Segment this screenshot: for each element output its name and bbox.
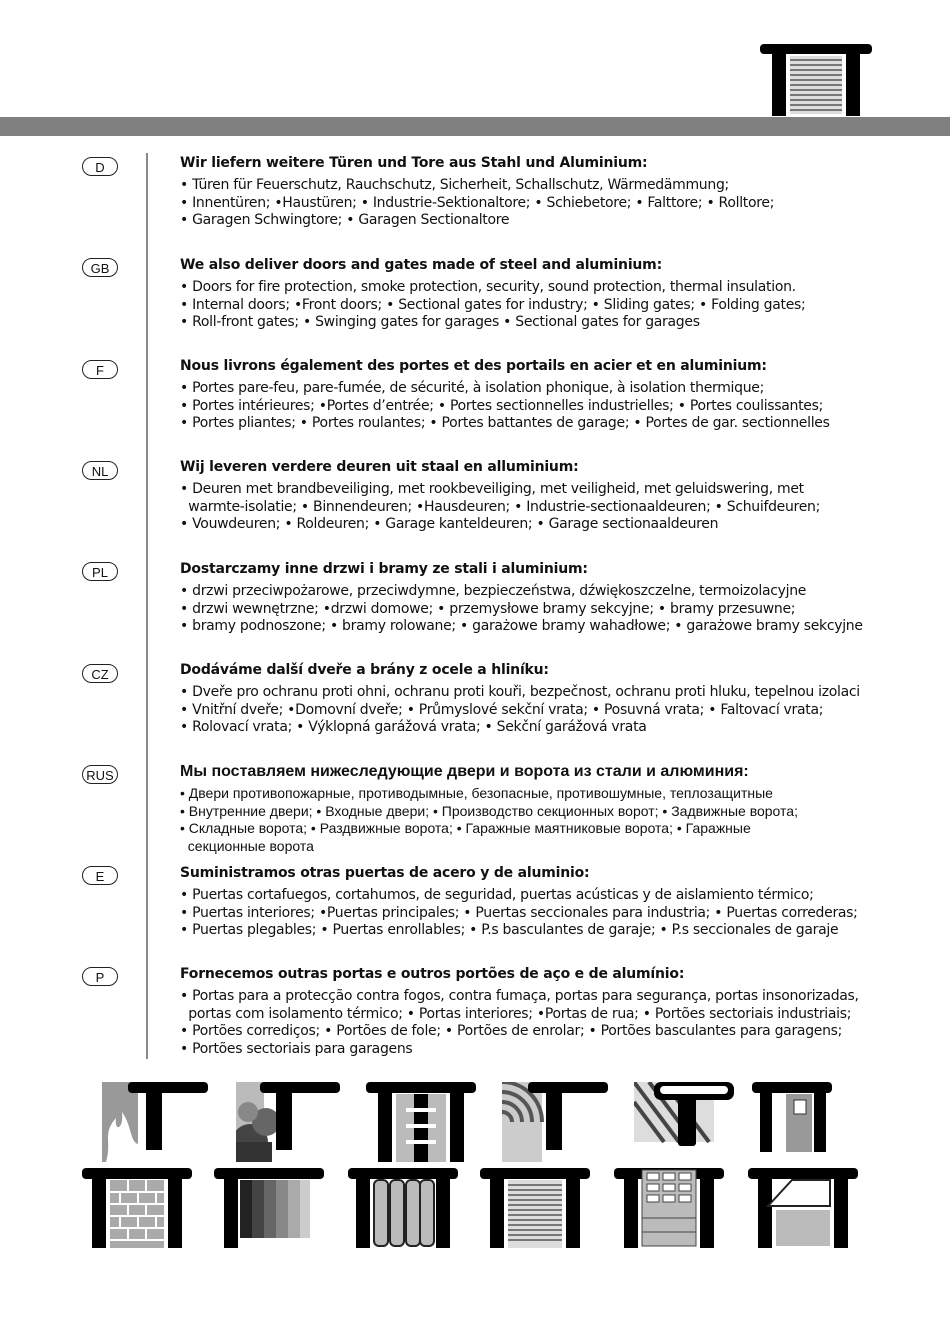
section-heading: Fornecemos outras portas e outros portões de aço e de alumínio: [180, 966, 685, 982]
thermal-insulation-icon [634, 1082, 744, 1162]
section-line: • drzwi wewnętrzne; •drzwi domowe; • przemysłowe bramy sekcyjne; • bramy przesuwne; [180, 600, 796, 617]
section-line: • Innentüren; •Haustüren; • Industrie-Sektionaltore; • Schiebetore; • Falttore; • Rolltore; [180, 194, 775, 211]
internal-door-icon [752, 1082, 862, 1162]
section-heading: Wij leveren verdere deuren uit staal en alluminium: [180, 459, 579, 475]
sound-protection-icon [502, 1082, 612, 1162]
language-badge-cz: CZ [82, 664, 118, 683]
section-heading: Nous livrons également des portes et des portails en acier et en aluminium: [180, 358, 767, 374]
section-line: • Portes pliantes; • Portes roulantes; • Portes battantes de garage; • Portes de gar. sectionnelles [180, 415, 830, 432]
section-line: • Deuren met brandbeveiliging, met rookbeveiliging, met veiligheid, met geluidswering, met [180, 481, 804, 497]
brand-logo-icon [760, 44, 872, 116]
language-badge-d: D [82, 157, 118, 176]
section-line: • Puertas interiores; •Puertas principales; • Puertas seccionales para industria; • Puertas correderas; [180, 904, 858, 921]
language-badge-p: P [82, 967, 118, 986]
section-pl [180, 561, 920, 636]
section-line: • Vnitřní dveře; •Domovní dveře; • Průmyslové sekční vrata; • Posuvná vrata; • Faltovací vrata; [180, 701, 824, 718]
section-line: • Складные ворота; • Раздвижные ворота; • Гаражные маятниковые ворота; • Гаражные [180, 820, 751, 837]
divider-line [146, 153, 148, 1059]
section-line: • Portões sectoriais para garagens [180, 1040, 413, 1057]
section-line: • Internal doors; •Front doors; • Sectional gates for industry; • Sliding gates; • Folding gates; [180, 296, 806, 313]
section-line: • Rolovací vrata; • Výklopná garážová vrata; • Sekční garážová vrata [180, 719, 647, 736]
language-badge-pl: PL [82, 562, 118, 581]
section-heading: Wir liefern weitere Türen und Tore aus Stahl und Aluminium: [180, 155, 648, 171]
section-pt [180, 966, 920, 1058]
section-line: • Двери противопожарные, противодымные, безопасные, противошумные, теплозащитные [180, 785, 773, 801]
section-line: • Roll-front gates; • Swinging gates for garages • Sectional gates for garages [180, 314, 700, 331]
section-line: • Portes pare-feu, pare-fumée, de sécurité, à isolation phonique, à isolation thermique; [180, 380, 765, 396]
section-line: • Внутренние двери; • Входные двери; • Производство секционных ворот; • Задвижные ворота; [180, 802, 798, 819]
section-line: • Puertas plegables; • Puertas enrollables; • P.s basculantes de garaje; • P.s seccionales de garaje [180, 922, 839, 939]
language-badge-rus: RUS [82, 765, 118, 784]
language-badge-gb: GB [82, 258, 118, 277]
garage-sectional-gate-icon [614, 1168, 724, 1248]
section-es [180, 865, 920, 940]
section-cz [180, 662, 920, 737]
brick-front-door-icon [82, 1168, 192, 1248]
roller-gate-icon [480, 1168, 590, 1248]
section-heading: Мы поставляем нижеследующие двери и ворота из стали и алюминия: [180, 763, 749, 780]
section-gb [180, 257, 920, 332]
section-heading: Dodáváme další dveře a brány z ocele a hliníku: [180, 662, 549, 678]
section-rus [180, 763, 920, 855]
smoke-protection-icon [236, 1082, 346, 1162]
section-line: • Puertas cortafuegos, cortahumos, de seguridad, puertas acústicas y de aislamiento térmico; [180, 887, 814, 903]
section-heading: We also deliver doors and gates made of steel and aluminium: [180, 257, 662, 273]
sectional-gate-icon [214, 1168, 324, 1248]
header-bar [0, 117, 950, 136]
section-fr [180, 358, 920, 433]
section-heading: Suministramos otras puertas de acero y de aluminio: [180, 865, 590, 881]
section-line: • Portes intérieures; •Portes d’entrée; • Portes sectionnelles industrielles; • Portes coulissantes; [180, 397, 824, 414]
section-line: секционные ворота [180, 837, 314, 854]
section-line: • Vouwdeuren; • Roldeuren; • Garage kanteldeuren; • Garage sectionaaldeuren [180, 516, 719, 533]
section-de [180, 155, 920, 230]
swinging-garage-gate-icon [748, 1168, 858, 1248]
folding-gate-icon [348, 1168, 458, 1248]
section-line: • Garagen Schwingtore; • Garagen Sectionaltore [180, 212, 510, 229]
section-line: • bramy podnoszone; • bramy rolowane; • garażowe bramy wahadłowe; • garażowe bramy sekcyjne [180, 618, 863, 635]
section-line: • Türen für Feuerschutz, Rauchschutz, Sicherheit, Schallschutz, Wärmedämmung; [180, 177, 729, 193]
language-badge-e: E [82, 866, 118, 885]
language-badge-f: F [82, 360, 118, 379]
section-nl [180, 459, 920, 534]
section-line: • Portões corrediços; • Portões de fole; • Portões de enrolar; • Portões basculantes para garagens; [180, 1023, 843, 1040]
section-line: • Dveře pro ochranu proti ohni, ochranu proti kouři, bezpečnost, ochranu proti hluku, tepelnou izolaci [180, 684, 860, 700]
section-line: • drzwi przeciwpożarowe, przeciwdymne, bezpieczeństwa, dźwiękoszczelne, termoizolacyjne [180, 583, 807, 599]
section-line: portas com isolamento térmico; • Portas interiores; •Portas de rua; • Portões sectoriais industriais; [180, 1005, 852, 1022]
fire-protection-icon [102, 1082, 212, 1162]
section-line: • Doors for fire protection, smoke protection, security, sound protection, thermal insulation. [180, 279, 796, 295]
security-door-icon [366, 1082, 476, 1162]
section-heading: Dostarczamy inne drzwi i bramy ze stali i aluminium: [180, 561, 588, 577]
section-line: • Portas para a protecção contra fogos, contra fumaça, portas para segurança, portas insonorizadas, [180, 988, 859, 1004]
section-line: warmte-isolatie; • Binnendeuren; •Hausdeuren; • Industrie-sectionaaldeuren; • Schuifdeuren; [180, 498, 821, 515]
language-badge-nl: NL [82, 461, 118, 480]
